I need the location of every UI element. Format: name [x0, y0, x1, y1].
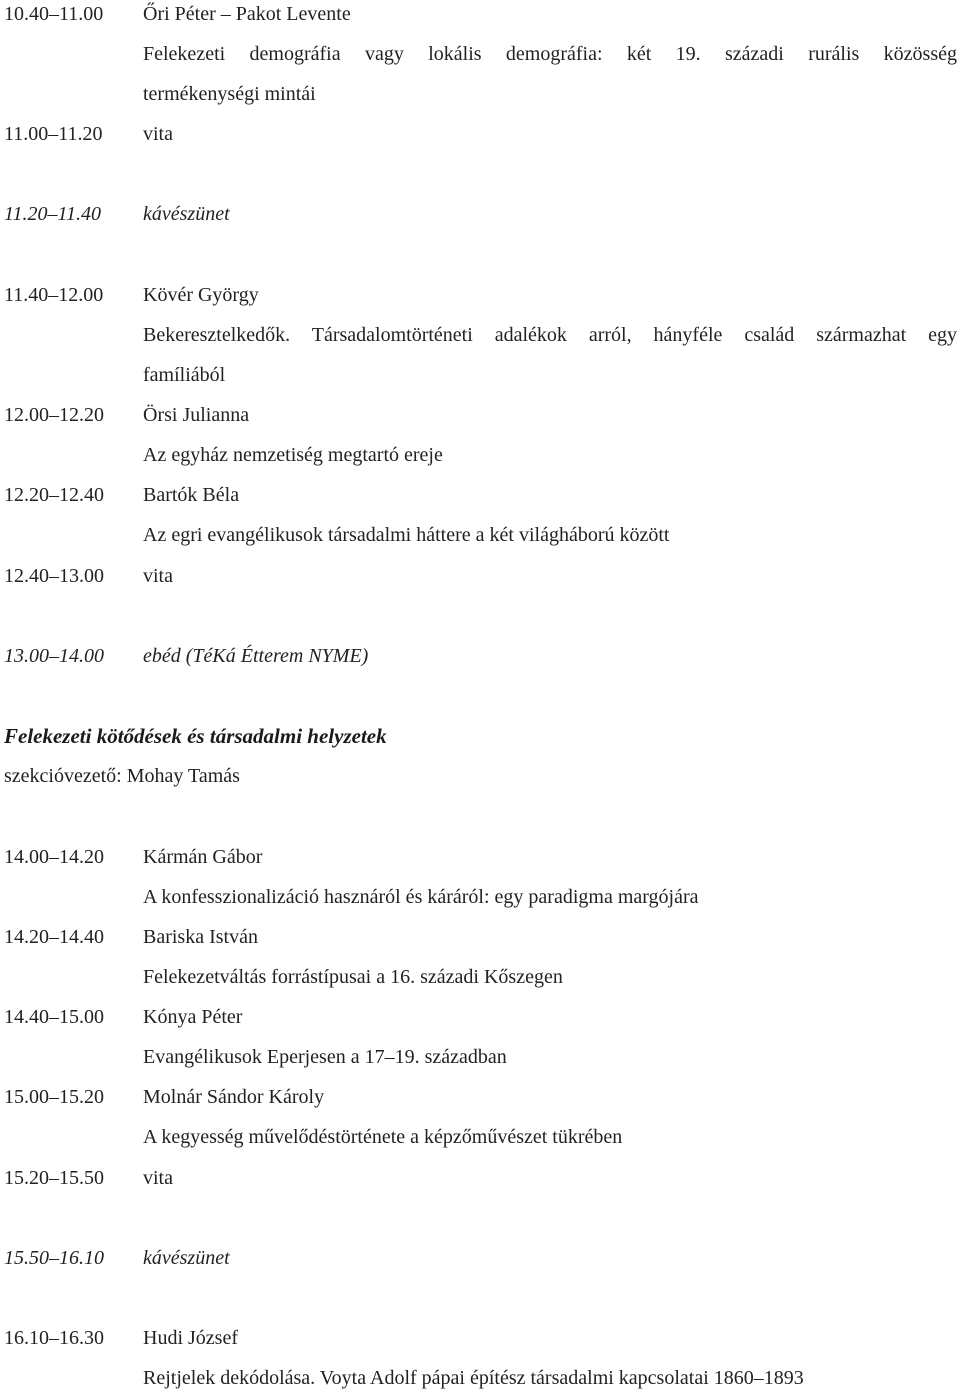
- talk-title: Az egyház nemzetiség megtartó ereje: [143, 444, 443, 466]
- talk-title-line: [4, 74, 957, 114]
- program-entry: [4, 997, 957, 1037]
- speaker-name: Örsi Julianna: [143, 404, 250, 426]
- talk-title-line: [4, 1117, 957, 1157]
- program-entry: [4, 395, 957, 435]
- discussion-label: vita: [143, 565, 173, 587]
- talk-title-line: [4, 957, 957, 997]
- talk-title-line: [4, 515, 957, 555]
- program-entry: [4, 475, 957, 515]
- time-slot: 14.00–14.20: [4, 846, 104, 868]
- speaker-name: Bariska István: [143, 926, 258, 948]
- speaker-name: Kármán Gábor: [143, 846, 263, 868]
- discussion-entry: [4, 1158, 957, 1198]
- program-entry: [4, 837, 957, 877]
- speaker-name: Kövér György: [143, 284, 259, 306]
- talk-title: Rejtjelek dekódolása. Voyta Adolf pápai építész társadalmi kapcsolatai 1860–1893: [143, 1367, 804, 1389]
- program-entry: [4, 275, 957, 315]
- time-slot: 15.20–15.50: [4, 1167, 104, 1189]
- program-entry: [4, 0, 957, 34]
- time-slot: 16.10–16.30: [4, 1327, 104, 1349]
- talk-title: Bekeresztelkedők. Társadalomtörténeti adalékok arról, hányféle család származhat egy: [143, 324, 957, 346]
- time-slot: 14.20–14.40: [4, 926, 104, 948]
- time-slot: 11.40–12.00: [4, 284, 104, 306]
- talk-title-continuation: termékenységi mintái: [143, 83, 316, 105]
- break-label: kávészünet: [143, 1247, 230, 1269]
- talk-title: A konfesszionalizáció hasznáról és káráról: egy paradigma margójára: [143, 886, 699, 908]
- time-slot: 12.00–12.20: [4, 404, 104, 426]
- program-entry: [4, 917, 957, 957]
- talk-title-line: [4, 355, 957, 395]
- time-slot: 15.50–16.10: [4, 1247, 104, 1269]
- time-slot: 11.00–11.20: [4, 123, 103, 145]
- talk-title-line: [4, 435, 957, 475]
- program-entry: [4, 1077, 957, 1117]
- section-heading: Felekezeti kötődések és társadalmi helyzetek: [4, 724, 387, 748]
- break-label: kávészünet: [143, 203, 230, 225]
- speaker-name: Őri Péter – Pakot Levente: [143, 3, 351, 25]
- talk-title-line: [4, 1358, 957, 1394]
- lunch-entry: [4, 636, 957, 676]
- time-slot: 15.00–15.20: [4, 1086, 104, 1108]
- break-entry: [4, 1238, 957, 1278]
- talk-title: Evangélikusok Eperjesen a 17–19. században: [143, 1046, 507, 1068]
- talk-title: Felekezeti demográfia vagy lokális demográfia: két 19. századi rurális közösség: [143, 43, 957, 65]
- program-entry: [4, 1318, 957, 1358]
- lunch-label: ebéd (TéKá Étterem NYME): [143, 645, 369, 667]
- time-slot: 13.00–14.00: [4, 645, 104, 667]
- speaker-name: Hudi József: [143, 1327, 238, 1349]
- speaker-name: Molnár Sándor Károly: [143, 1086, 325, 1108]
- time-slot: 14.40–15.00: [4, 1006, 104, 1028]
- speaker-name: Kónya Péter: [143, 1006, 243, 1028]
- time-slot: 12.20–12.40: [4, 484, 104, 506]
- break-entry: [4, 194, 957, 234]
- talk-title: Az egri evangélikusok társadalmi háttere a két világháború között: [143, 524, 670, 546]
- time-slot: 12.40–13.00: [4, 565, 104, 587]
- talk-title-continuation: famíliából: [143, 364, 226, 386]
- discussion-entry: [4, 556, 957, 596]
- section-chair: szekcióvezető: Mohay Tamás: [4, 765, 240, 787]
- talk-title: A kegyesség művelődéstörténete a képzőművészet tükrében: [143, 1126, 623, 1148]
- discussion-label: vita: [143, 1167, 173, 1189]
- talk-title-line: [4, 877, 957, 917]
- talk-title-line: [4, 34, 957, 74]
- discussion-entry: [4, 114, 957, 154]
- time-slot: 11.20–11.40: [4, 203, 102, 225]
- talk-title: Felekezetváltás forrástípusai a 16. századi Kőszegen: [143, 966, 563, 988]
- speaker-name: Bartók Béla: [143, 484, 240, 506]
- talk-title-line: [4, 1037, 957, 1077]
- discussion-label: vita: [143, 123, 173, 145]
- talk-title-line: [4, 315, 957, 355]
- time-slot: 10.40–11.00: [4, 3, 104, 25]
